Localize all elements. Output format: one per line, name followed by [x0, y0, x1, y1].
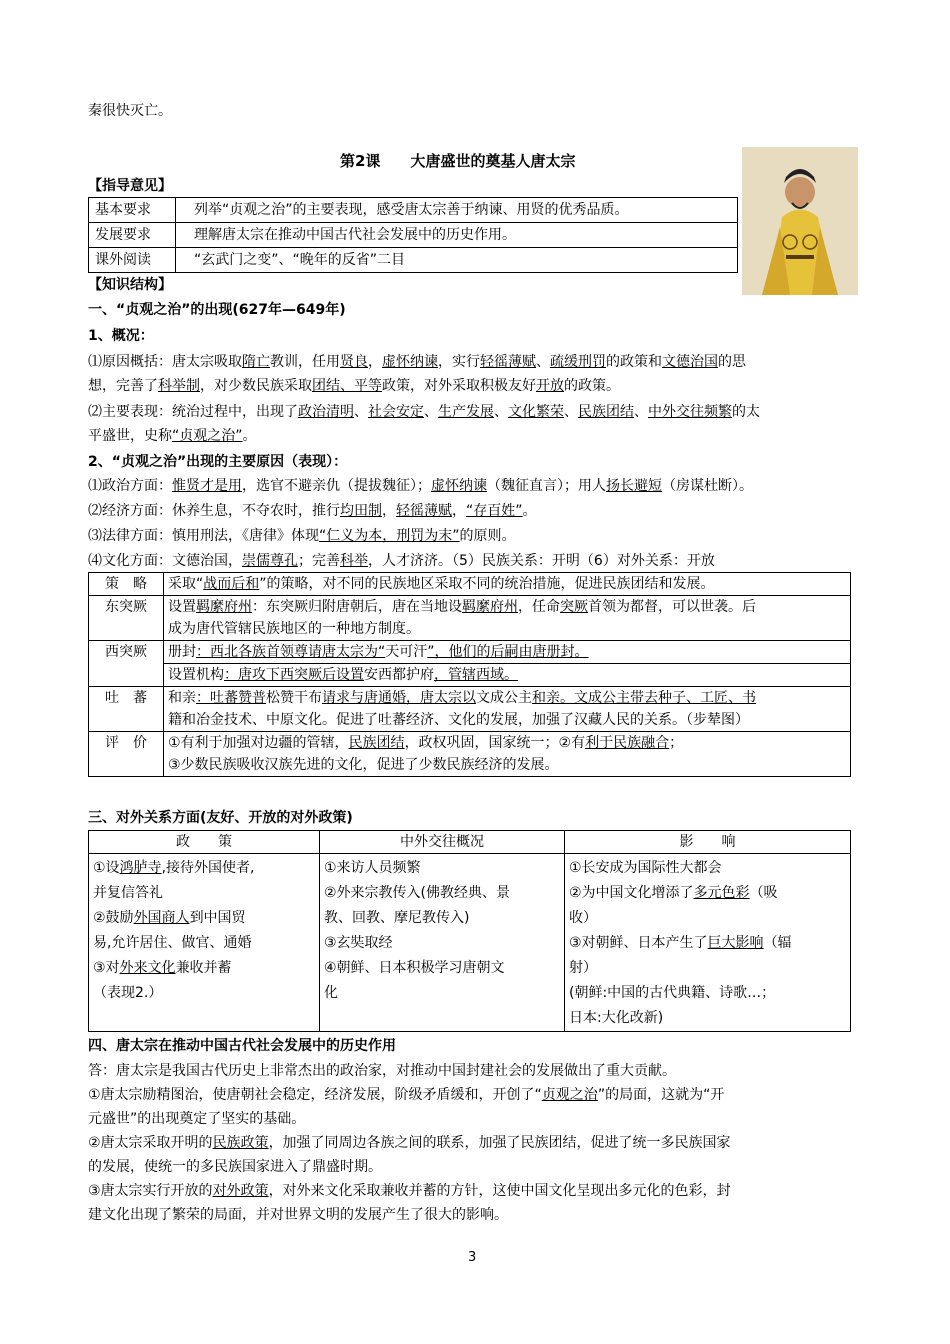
text-segment: ③唐太宗实行开放的: [88, 1183, 213, 1199]
text-segment: ⑶法律方面：慎用刑法，《唐律》体现: [88, 528, 319, 544]
text-segment: ，: [382, 503, 396, 519]
underlined-term: ：吐蕃赞普: [196, 690, 266, 706]
cell-line: [93, 856, 315, 881]
underlined-term: 文化繁荣: [508, 404, 564, 420]
underlined-term: 隋亡: [242, 354, 270, 370]
text-segment: ⑴原因概括：唐太宗吸取: [88, 354, 242, 370]
table-row: [89, 664, 851, 687]
guide-row: [89, 223, 738, 248]
col-header-policy: 政 策: [89, 831, 320, 854]
text-segment: （房谋杜断）。: [662, 478, 753, 494]
answer-line: [88, 1059, 858, 1083]
underlined-term: 巨大影响: [707, 935, 764, 951]
cell-line: [569, 1006, 846, 1031]
underlined-term: 政治清明: [298, 404, 354, 420]
cell-line: [569, 881, 846, 906]
text-segment: 的原则。: [459, 528, 516, 544]
text-segment: （魏征直言）；用人: [487, 478, 606, 494]
row-label: 评 价: [89, 732, 164, 777]
underlined-term: “存百姓”: [466, 503, 523, 519]
text-segment: ④朝鲜、日本积极学习唐朝文: [324, 960, 505, 976]
guide-value: “玄武门之变”、“晚年的反省”二目: [176, 248, 738, 273]
cell-line: [324, 856, 560, 881]
underlined-term: 民族政策: [212, 1135, 269, 1151]
text-segment: 、: [564, 404, 578, 420]
text-segment: 射）: [569, 960, 597, 976]
row-label: 西突厥: [89, 641, 164, 687]
cell-line: [93, 881, 315, 906]
text-segment: ，任命: [518, 599, 560, 615]
text-segment: 首领为都督，可以世袭。后: [588, 599, 756, 615]
text-segment: 答：唐太宗是我国古代历史上非常杰出的政治家，对推动中国封建社会的发展做出了重大贡献。: [88, 1063, 676, 1079]
cell-line: [168, 687, 846, 709]
underlined-term: 贤良: [340, 354, 368, 370]
main-performance-line2: [88, 426, 257, 446]
table-header-row: [89, 831, 851, 854]
ethnic-policy-table: [88, 572, 851, 777]
cell-line: [569, 856, 846, 881]
text-segment: ①唐太宗励精图治，使唐朝社会稳定，经济发展，阶级矛盾缓和，开创了“: [88, 1087, 542, 1103]
underlined-term: 轻徭薄赋: [396, 503, 452, 519]
cell-line: [569, 981, 846, 1006]
underlined-term: 羁縻府州: [196, 599, 252, 615]
text-segment: ：东突厥归附唐朝后，唐在当地设: [252, 599, 462, 615]
underlined-term: 惟贤才是用: [172, 478, 242, 494]
reason-economic: [88, 501, 537, 521]
text-segment: ①有利于加强对边疆的管辖，: [168, 735, 349, 751]
foreign-relations-table: [88, 830, 851, 1032]
text-segment: 政策，对外采取积极友好: [382, 378, 536, 394]
section1-title: 一、“贞观之治”的出现(627年—649年): [88, 302, 346, 318]
table-row: [89, 687, 851, 732]
cell-line: [324, 931, 560, 956]
text-segment: ；完善: [298, 553, 340, 569]
underlined-term: ，管辖西域。: [434, 667, 518, 683]
answer-block: [88, 1059, 858, 1227]
text-segment: （表现2.）: [93, 985, 163, 1001]
cell-line: [168, 573, 846, 595]
cell-line: [324, 906, 560, 931]
answer-line: [88, 1131, 858, 1155]
underlined-term: 均田制: [340, 503, 382, 519]
underlined-term: 崇儒尊孔: [242, 553, 298, 569]
underlined-term: 鸿胪寺: [119, 860, 162, 876]
text-segment: 和亲: [168, 690, 196, 706]
table-row: [89, 732, 851, 777]
row-content: [164, 664, 851, 687]
underlined-term: 开放: [536, 378, 564, 394]
underlined-term: 文德治国: [662, 354, 718, 370]
underlined-term: 利于民族融合: [585, 735, 670, 751]
exchange-cell: [320, 854, 565, 1032]
underlined-term: ”，他们的后嗣由唐册封。: [427, 644, 589, 660]
cell-line: [168, 641, 846, 663]
cell-line: [93, 956, 315, 981]
text-segment: 设置: [168, 599, 196, 615]
text-segment: ，对外来文化采取兼收并蓄的方针，这使中国文化呈现出多元化的色彩，封: [268, 1183, 731, 1199]
text-segment: ①设: [93, 860, 120, 876]
cell-line: [168, 618, 846, 640]
text-segment: ，加强了同周边各族之间的联系，加强了民族团结，促进了统一多民族国家: [268, 1135, 731, 1151]
table-row: [89, 641, 851, 664]
subheading-reasons: 2、“贞观之治”出现的主要原因（表现）：: [88, 454, 348, 470]
underlined-term: 对外政策: [212, 1183, 269, 1199]
text-segment: 元盛世”的出现奠定了坚实的基础。: [88, 1111, 306, 1127]
text-segment: （辐: [763, 935, 792, 951]
text-segment: ②唐太宗采取开明的: [88, 1135, 213, 1151]
underlined-term: 轻徭薄赋: [480, 354, 536, 370]
underlined-term: 科举制: [158, 378, 200, 394]
text-segment: ⑴政治方面：: [88, 478, 172, 494]
text-segment: (朝鲜:中国的古代典籍、诗歌…；: [569, 985, 776, 1001]
text-segment: 平盛世，史称: [88, 428, 172, 444]
text-segment: 教、回教、摩尼教传入): [324, 910, 470, 926]
text-segment: 收）: [569, 910, 597, 926]
cell-line: [324, 881, 560, 906]
text-segment: 日本:大化改新): [569, 1010, 664, 1026]
underlined-term: 虚怀纳谏: [382, 354, 438, 370]
text-segment: ，对少数民族采取: [200, 378, 312, 394]
text-segment: ,接待外国使者,: [161, 860, 255, 876]
text-segment: 并复信答礼: [93, 885, 163, 901]
main-performance-line1: [88, 402, 760, 422]
text-segment: 的思: [718, 354, 746, 370]
text-segment: 。: [522, 503, 537, 519]
text-segment: 天可汗: [385, 644, 428, 660]
page-number: 3: [468, 1250, 477, 1265]
text-segment: ①来访人员频繁: [324, 860, 421, 876]
underlined-term: 疏缓刑罚: [550, 354, 606, 370]
row-content: [164, 641, 851, 664]
reason-political: [88, 476, 753, 496]
text-segment: 易,允许居住、做官、通婚: [93, 935, 252, 951]
text-segment: 册封: [168, 644, 196, 660]
underlined-term: 团结、平等: [312, 378, 382, 394]
section4-title: 四、唐太宗在推动中国古代社会发展中的历史作用: [88, 1038, 396, 1054]
text-segment: （吸: [749, 885, 778, 901]
table-row: [89, 596, 851, 641]
col-header-influence: 影 响: [565, 831, 851, 854]
emperor-portrait: [742, 147, 858, 295]
text-segment: 松赞干布: [266, 690, 322, 706]
text-segment: 到中国贸: [189, 910, 246, 926]
guide-row: [89, 198, 738, 223]
text-segment: 的政策和: [606, 354, 662, 370]
cell-line: [93, 981, 315, 1006]
lesson-title: 第2课 大唐盛世的奠基人唐太宗: [340, 152, 576, 170]
answer-line: [88, 1107, 858, 1131]
text-segment: ③少数民族吸收汉族先进的文化，促进了少数民族经济的发展。: [168, 757, 559, 773]
text-segment: 设置机构: [168, 667, 224, 683]
text-segment: ②鼓励: [93, 910, 134, 926]
text-segment: ，: [368, 354, 382, 370]
text-segment: ，: [452, 503, 466, 519]
policy-cell: [89, 854, 320, 1032]
reason-legal: [88, 526, 516, 546]
text-segment: 安西都护府: [364, 667, 434, 683]
table-row: [89, 854, 851, 1032]
text-segment: ，实行: [438, 354, 480, 370]
text-segment: ①长安成为国际性大都会: [569, 860, 722, 876]
guide-table: [88, 197, 738, 273]
text-segment: ③对: [93, 960, 120, 976]
col-header-exchange: 中外交往概况: [320, 831, 565, 854]
guide-key: 基本要求: [89, 198, 176, 223]
text-segment: 、: [494, 404, 508, 420]
answer-line: [88, 1179, 858, 1203]
underlined-term: 科举: [340, 553, 368, 569]
cell-line: [168, 664, 846, 686]
row-label: 吐 蕃: [89, 687, 164, 732]
underlined-term: “仁义为本，刑罚为末”: [319, 528, 460, 544]
answer-line: [88, 1083, 858, 1107]
underlined-term: 羁縻府州: [462, 599, 518, 615]
influence-cell: [565, 854, 851, 1032]
underlined-term: 和亲。文成公主带去种子、工匠、书: [532, 690, 756, 706]
table-row: [89, 573, 851, 596]
cell-line: [324, 981, 560, 1006]
text-segment: ，选官不避亲仇（提拔魏征）；: [242, 478, 431, 494]
text-segment: 籍和冶金技术、中原文化。促进了吐蕃经济、文化的发展，加强了汉藏人民的关系。（步辇图）: [168, 712, 749, 728]
text-segment: ；: [669, 735, 684, 751]
text-segment: ，人才济济。（5）民族关系：开明（6）对外关系：开放: [368, 553, 715, 569]
text-segment: ⑷文化方面：文德治国，: [88, 553, 242, 569]
text-segment: 、: [634, 404, 648, 420]
text-segment: ”的策略，对不同的民族地区采取不同的统治措施，促进民族团结和发展。: [259, 576, 715, 592]
guide-value: 列举“贞观之治”的主要表现，感受唐太宗善于纳谏、用贤的优秀品质。: [176, 198, 738, 223]
underlined-term: ：唐攻下西突厥后设置: [224, 667, 364, 683]
row-content: [164, 687, 851, 732]
underlined-term: 民族团结: [348, 735, 405, 751]
cell-line: [168, 732, 846, 754]
underlined-term: 虚怀纳谏: [431, 478, 487, 494]
underlined-term: “贞观之治”: [172, 428, 243, 444]
text-segment: ③玄奘取经: [324, 935, 393, 951]
row-content: [164, 732, 851, 777]
text-segment: ③对朝鲜、日本产生了: [569, 935, 708, 951]
cell-line: [569, 931, 846, 956]
row-label: 东突厥: [89, 596, 164, 641]
underlined-term: 贞观之治: [541, 1087, 598, 1103]
underlined-term: 中外交往频繁: [648, 404, 732, 420]
reason-summary-line1: [88, 352, 746, 372]
text-segment: ⑵主要表现：统治过程中，出现了: [88, 404, 298, 420]
underlined-term: 多元色彩: [693, 885, 750, 901]
guide-key: 课外阅读: [89, 248, 176, 273]
text-segment: 、: [424, 404, 438, 420]
cell-line: [569, 956, 846, 981]
text-segment: 。: [242, 428, 257, 444]
text-segment: 成为唐代管辖民族地区的一种地方制度。: [168, 621, 420, 637]
cell-line: [93, 906, 315, 931]
text-segment: ②为中国文化增添了: [569, 885, 694, 901]
section3-title: 三、对外关系方面(友好、开放的对外政策): [88, 810, 353, 826]
text-segment: ，政权巩固，国家统一；②有: [404, 735, 586, 751]
reason-summary-line2: [88, 376, 620, 396]
underlined-term: 生产发展: [438, 404, 494, 420]
intro-tail: 秦很快灭亡。: [88, 103, 172, 119]
row-content: [164, 573, 851, 596]
text-segment: 教训，任用: [270, 354, 340, 370]
underlined-term: 扬长避短: [606, 478, 662, 494]
guide-value: 理解唐太宗在推动中国古代社会发展中的历史作用。: [176, 223, 738, 248]
knowledge-heading: 【知识结构】: [88, 277, 172, 293]
underlined-term: 战而后和: [203, 576, 260, 592]
text-segment: 、: [536, 354, 550, 370]
underlined-term: 民族团结: [578, 404, 634, 420]
text-segment: 建文化出现了繁荣的局面，并对世界文明的发展产生了很大的影响。: [88, 1207, 508, 1223]
text-segment: 文成公主: [476, 690, 532, 706]
text-segment: 化: [324, 985, 338, 1001]
answer-line: [88, 1203, 858, 1227]
answer-line: [88, 1155, 858, 1179]
cell-line: [324, 956, 560, 981]
text-segment: ”的局面，这就为“开: [597, 1087, 725, 1103]
underlined-term: 外来文化: [119, 960, 176, 976]
guide-heading: 【指导意见】: [88, 178, 172, 194]
underlined-term: 外国商人: [133, 910, 190, 926]
text-segment: ②外来宗教传入(佛教经典、景: [324, 885, 511, 901]
underlined-term: 请求与唐通婚，唐太宗以: [322, 690, 476, 706]
text-segment: 、: [354, 404, 368, 420]
cell-line: [93, 931, 315, 956]
underlined-term: 社会安定: [368, 404, 424, 420]
cell-line: [569, 906, 846, 931]
text-segment: 的政策。: [564, 378, 620, 394]
cell-line: [168, 709, 846, 731]
reason-cultural: [88, 551, 715, 571]
text-segment: 采取“: [168, 576, 204, 592]
text-segment: 兼收并蓄: [175, 960, 232, 976]
guide-key: 发展要求: [89, 223, 176, 248]
cell-line: [168, 754, 846, 776]
guide-row: [89, 248, 738, 273]
underlined-term: ：西北各族首领尊请唐太宗为“: [196, 644, 386, 660]
row-label: 策 略: [89, 573, 164, 596]
text-segment: 想，完善了: [88, 378, 158, 394]
text-segment: 的太: [732, 404, 760, 420]
text-segment: ⑵经济方面：休养生息，不夺农时，推行: [88, 503, 340, 519]
underlined-term: 突厥: [560, 599, 588, 615]
cell-line: [168, 596, 846, 618]
subheading-overview: 1、概况：: [88, 328, 154, 344]
row-content: [164, 596, 851, 641]
text-segment: 的发展，使统一的多民族国家进入了鼎盛时期。: [88, 1159, 382, 1175]
